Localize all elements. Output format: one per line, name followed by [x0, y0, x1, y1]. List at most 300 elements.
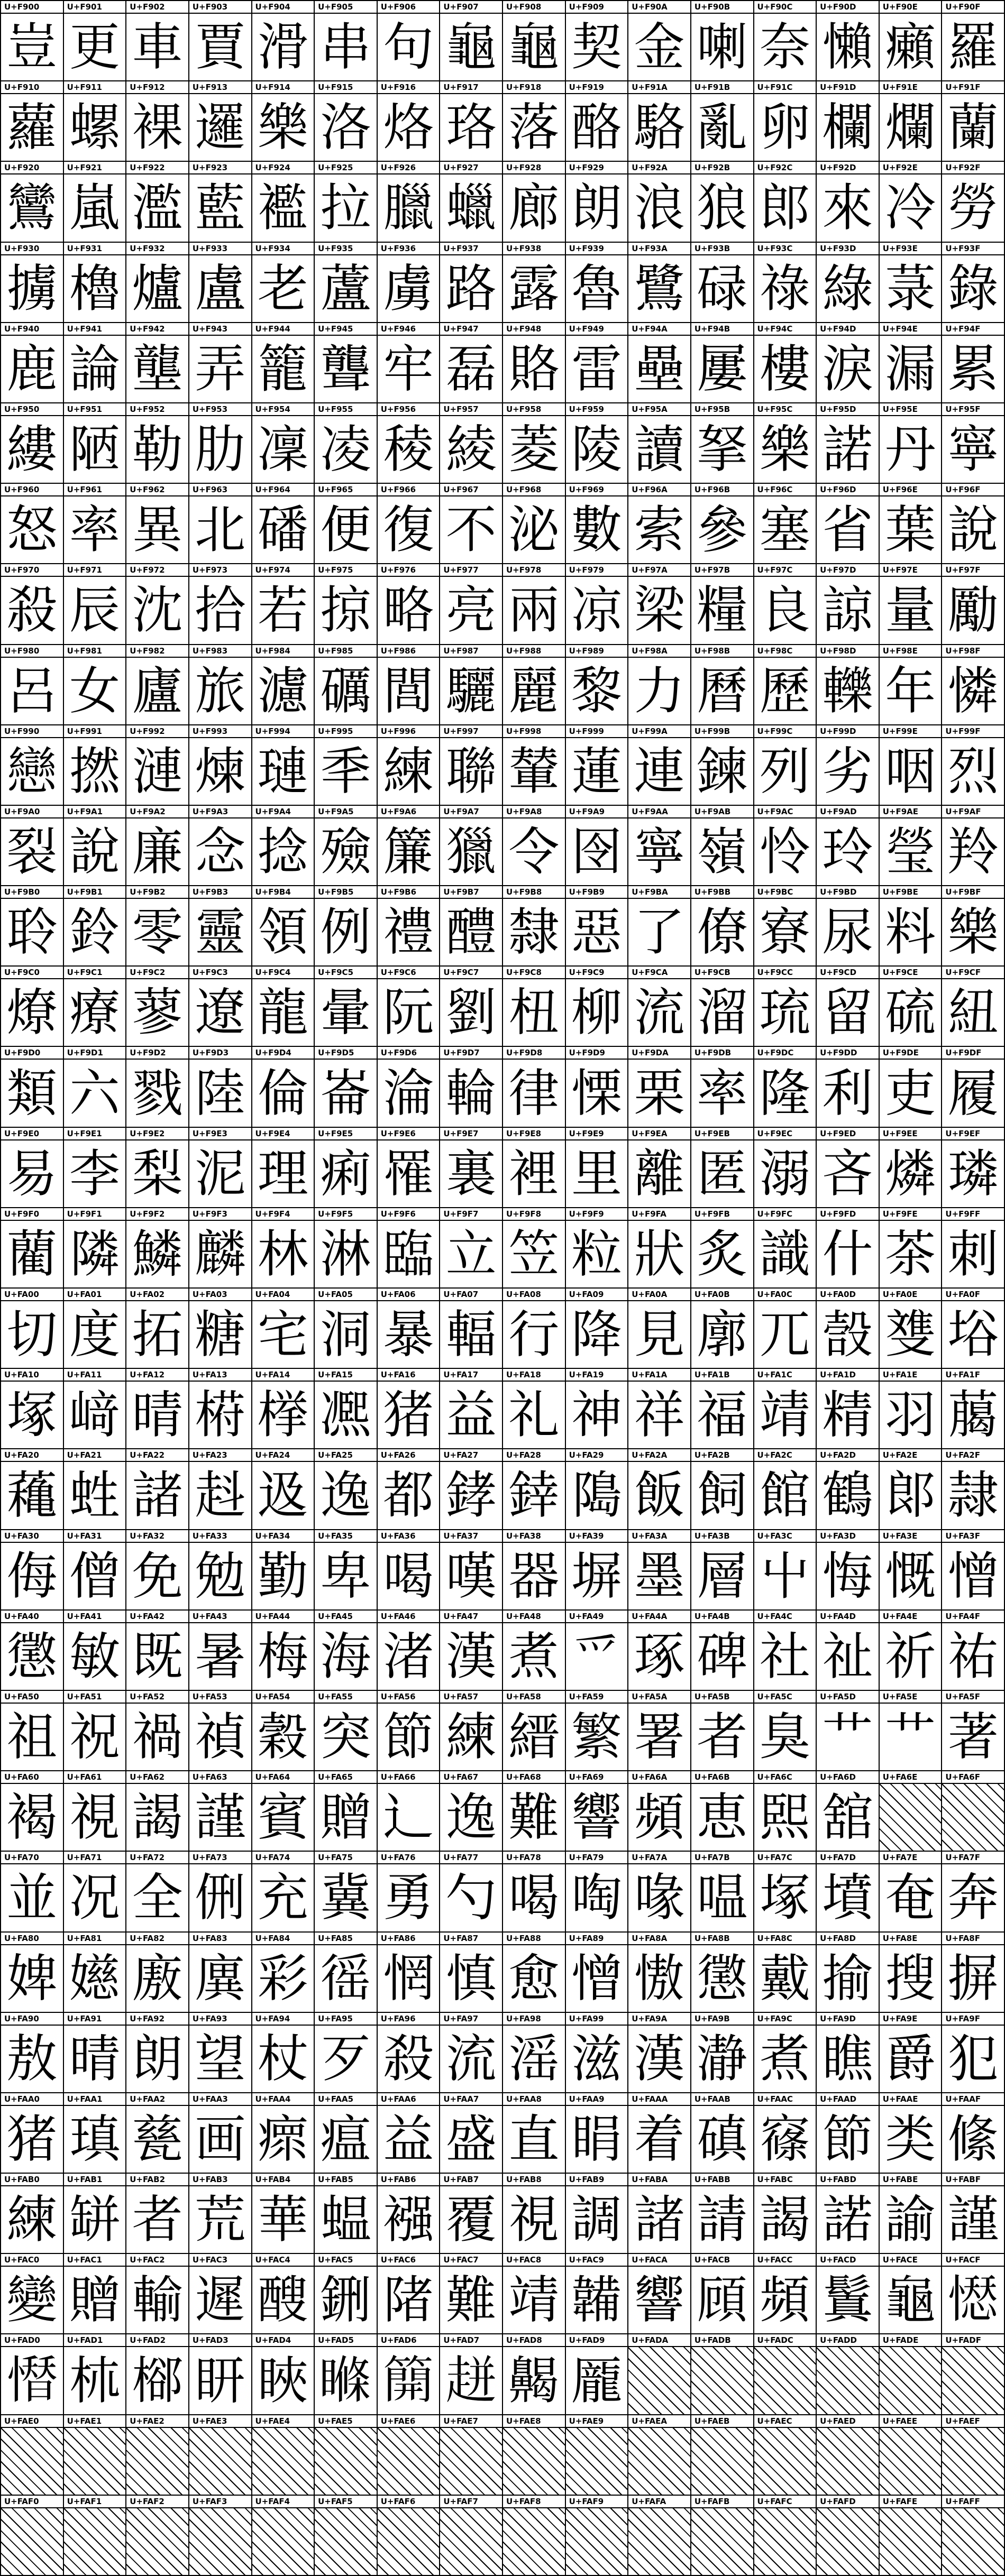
ideograph-glyph: 臭	[759, 1707, 810, 1767]
codepoint-label: U+F97A	[628, 564, 690, 577]
codepoint-label: U+FA54	[252, 1691, 314, 1704]
ideograph-glyph: 勒	[132, 420, 183, 480]
ideograph-glyph: 宅	[257, 1305, 308, 1365]
ideograph-glyph: 朗	[132, 2029, 183, 2089]
codepoint-label: U+F9BB	[691, 886, 753, 899]
codepoint-label: U+F99C	[754, 725, 816, 738]
unassigned-hatch	[880, 2347, 942, 2414]
ideograph-glyph: 滑	[257, 17, 308, 77]
code-cell	[252, 1047, 315, 1127]
code-cell	[64, 645, 127, 725]
code-cell	[691, 1530, 754, 1611]
code-cell	[942, 1852, 1005, 1932]
code-cell	[754, 2013, 817, 2093]
codepoint-label: U+F9FF	[942, 1208, 1004, 1221]
code-cell	[315, 564, 378, 645]
unassigned-hatch	[628, 2347, 690, 2414]
code-cell	[64, 2254, 127, 2334]
ideograph-glyph: 練	[445, 1707, 497, 1767]
code-cell	[64, 725, 127, 806]
code-cell	[754, 243, 817, 323]
code-cell	[126, 484, 189, 564]
ideograph-glyph: 玲	[822, 822, 873, 881]
code-cell	[880, 725, 943, 806]
codepoint-label: U+FAA1	[64, 2093, 126, 2106]
codepoint-label: U+FA51	[64, 1691, 126, 1704]
ideograph-glyph: 諸	[634, 2190, 685, 2250]
unassigned-hatch	[315, 2428, 377, 2495]
codepoint-label: U+F99D	[817, 725, 879, 738]
codepoint-label: U+F9CC	[754, 967, 816, 979]
codepoint-label: U+FAF0	[1, 2496, 63, 2508]
codepoint-label: U+FAD2	[126, 2334, 188, 2347]
codepoint-label: U+F9DA	[628, 1047, 690, 1060]
ideograph-glyph: 喇	[697, 17, 748, 77]
ideograph-glyph: 簾	[383, 822, 434, 881]
codepoint-label: U+FA5D	[817, 1691, 879, 1704]
code-cell	[252, 1369, 315, 1449]
codepoint-label: U+F98A	[628, 645, 690, 658]
codepoint-label: U+F9EB	[691, 1128, 753, 1140]
code-cell	[880, 1611, 943, 1691]
ideograph-glyph: 什	[822, 1224, 873, 1284]
codepoint-label: U+F919	[566, 81, 628, 94]
ideograph-glyph: 兩	[508, 581, 560, 640]
code-cell	[378, 1691, 441, 1771]
code-cell	[880, 1933, 943, 2013]
code-cell	[817, 1, 880, 81]
codepoint-label: U+F984	[252, 645, 314, 658]
codepoint-label: U+FA29	[566, 1449, 628, 1462]
codepoint-label: U+F9D6	[378, 1047, 440, 1060]
codepoint-label: U+FA59	[566, 1691, 628, 1704]
codepoint-label: U+FA16	[378, 1369, 440, 1382]
ideograph-glyph: 洞	[320, 1305, 371, 1365]
ideograph-glyph: 醙	[257, 2270, 308, 2330]
code-cell	[189, 645, 252, 725]
ideograph-glyph: 飯	[634, 1466, 685, 1525]
code-cell	[628, 243, 691, 323]
unassigned-hatch	[1, 2428, 63, 2495]
code-cell	[440, 1611, 503, 1691]
ideograph-glyph: 廊	[508, 178, 560, 238]
ideograph-glyph: 㮝	[132, 2351, 183, 2411]
codepoint-label: U+F923	[189, 162, 251, 174]
codepoint-label: U+F930	[1, 243, 63, 255]
code-cell	[1, 886, 64, 967]
ideograph-glyph: 尿	[822, 903, 873, 962]
ideograph-glyph: 褐	[6, 1788, 58, 1847]
ideograph-glyph: 鹿	[6, 339, 58, 399]
codepoint-label: U+FA8C	[754, 1933, 816, 1945]
unassigned-hatch	[64, 2508, 126, 2575]
ideograph-glyph: 蓮	[571, 741, 622, 801]
codepoint-label: U+F95B	[691, 403, 753, 416]
ideograph-glyph: 見	[634, 1305, 685, 1365]
code-cell	[628, 564, 691, 645]
code-cell	[64, 2013, 127, 2093]
ideograph-glyph: 暴	[383, 1305, 434, 1365]
codepoint-label: U+FA90	[1, 2013, 63, 2026]
ideograph-glyph: 理	[257, 1144, 308, 1203]
codepoint-label: U+FA4E	[880, 1611, 942, 1623]
code-cell	[189, 2334, 252, 2415]
code-cell	[754, 1611, 817, 1691]
codepoint-label: U+F9EE	[880, 1128, 942, 1140]
code-cell	[189, 243, 252, 323]
ideograph-glyph: 凉	[571, 581, 622, 640]
code-cell	[566, 806, 629, 886]
ideograph-glyph: 頻	[634, 1788, 685, 1847]
codepoint-label: U+FADC	[754, 2334, 816, 2347]
unassigned-cell	[566, 2496, 629, 2576]
codepoint-label: U+F9CE	[880, 967, 942, 979]
codepoint-label: U+FAA6	[378, 2093, 440, 2106]
codepoint-label: U+F9E0	[1, 1128, 63, 1140]
code-cell	[1, 1, 64, 81]
codepoint-label: U+FACF	[942, 2254, 1004, 2267]
code-cell	[252, 1530, 315, 1611]
code-cell	[126, 1611, 189, 1691]
code-cell	[942, 806, 1005, 886]
ideograph-glyph: 喝	[383, 1546, 434, 1606]
code-cell	[126, 2093, 189, 2174]
code-cell	[378, 725, 441, 806]
unassigned-hatch	[817, 2428, 879, 2495]
code-cell	[440, 1, 503, 81]
codepoint-label: U+F99B	[691, 725, 753, 738]
ideograph-glyph: 卑	[320, 1546, 371, 1606]
ideograph-glyph: 塚	[6, 1385, 58, 1445]
codepoint-label: U+F9FD	[817, 1208, 879, 1221]
ideograph-glyph: 望	[195, 2029, 246, 2089]
code-cell	[942, 2254, 1005, 2334]
ideograph-glyph: 器	[508, 1546, 560, 1606]
codepoint-label: U+FA19	[566, 1369, 628, 1382]
ideograph-glyph: 裸	[132, 98, 183, 158]
code-cell	[440, 243, 503, 323]
code-cell	[252, 2093, 315, 2174]
code-cell	[817, 2174, 880, 2254]
code-cell	[628, 1208, 691, 1289]
codepoint-label: U+FA0C	[754, 1289, 816, 1301]
codepoint-label: U+F9AA	[628, 806, 690, 818]
unassigned-cell	[628, 2496, 691, 2576]
ideograph-glyph: 海	[320, 1626, 371, 1686]
codepoint-label: U+F966	[378, 484, 440, 496]
codepoint-label: U+FAEB	[691, 2415, 753, 2428]
code-cell	[566, 2013, 629, 2093]
codepoint-label: U+FA5E	[880, 1691, 942, 1704]
ideograph-glyph: 遲	[195, 2270, 246, 2330]
codepoint-label: U+F986	[378, 645, 440, 658]
codepoint-label: U+FAB6	[378, 2174, 440, 2186]
ideograph-glyph: 謁	[132, 1788, 183, 1847]
ideograph-glyph: 鸞	[6, 178, 58, 238]
codepoint-label: U+F9C3	[189, 967, 251, 979]
ideograph-glyph: 念	[195, 822, 246, 881]
ideograph-glyph: 囹	[571, 822, 622, 881]
codepoint-label: U+FADD	[817, 2334, 879, 2347]
code-cell	[942, 1208, 1005, 1289]
ideograph-glyph: 窱	[759, 2109, 810, 2169]
ideograph-glyph: 揄	[822, 1948, 873, 2008]
code-cell	[64, 806, 127, 886]
code-cell	[628, 1771, 691, 1852]
codepoint-label: U+F9EA	[628, 1128, 690, 1140]
ideograph-glyph: 卵	[759, 98, 810, 158]
unassigned-hatch	[189, 2428, 251, 2495]
code-cell	[315, 2254, 378, 2334]
code-cell	[503, 1771, 566, 1852]
codepoint-label: U+F929	[566, 162, 628, 174]
code-cell	[252, 1449, 315, 1530]
codepoint-label: U+F97E	[880, 564, 942, 577]
ideograph-glyph: 例	[320, 903, 371, 962]
code-cell	[440, 1933, 503, 2013]
code-cell	[566, 645, 629, 725]
codepoint-label: U+F9F2	[126, 1208, 188, 1221]
code-cell	[691, 806, 754, 886]
ideograph-glyph: 弄	[195, 339, 246, 399]
code-cell	[64, 2334, 127, 2415]
unassigned-cell	[1, 2415, 64, 2496]
ideograph-glyph: 煮	[508, 1626, 560, 1686]
ideograph-glyph: 敖	[6, 2029, 58, 2089]
code-cell	[942, 1933, 1005, 2013]
code-cell	[252, 323, 315, 403]
codepoint-label: U+F9ED	[817, 1128, 879, 1140]
code-cell	[566, 1691, 629, 1771]
ideograph-glyph: 立	[445, 1224, 497, 1284]
ideograph-glyph: 龜	[885, 2270, 936, 2330]
ideograph-glyph: 樂	[759, 420, 810, 480]
code-cell	[252, 1933, 315, 2013]
unassigned-cell	[942, 2415, 1005, 2496]
codepoint-label: U+F977	[440, 564, 502, 577]
code-cell	[628, 2174, 691, 2254]
code-cell	[126, 1691, 189, 1771]
codepoint-label: U+F9C9	[566, 967, 628, 979]
code-cell	[754, 81, 817, 162]
ideograph-glyph: 力	[634, 661, 685, 721]
code-cell	[628, 1611, 691, 1691]
codepoint-label: U+F9E7	[440, 1128, 502, 1140]
ideograph-glyph: 車	[132, 17, 183, 77]
codepoint-label: U+F91C	[754, 81, 816, 94]
ideograph-glyph: 殺	[383, 2029, 434, 2089]
code-cell	[64, 967, 127, 1047]
code-cell	[315, 2174, 378, 2254]
codepoint-label: U+FA47	[440, 1611, 502, 1623]
ideograph-glyph: 壘	[634, 339, 685, 399]
ideograph-glyph: 塚	[759, 1868, 810, 1928]
code-cell	[754, 886, 817, 967]
codepoint-label: U+FA45	[315, 1611, 377, 1623]
ideograph-glyph: 層	[697, 1546, 748, 1606]
codepoint-label: U+F95A	[628, 403, 690, 416]
codepoint-label: U+F9F9	[566, 1208, 628, 1221]
code-cell	[440, 1771, 503, 1852]
ideograph-glyph: 祈	[885, 1626, 936, 1686]
code-cell	[628, 403, 691, 484]
ideograph-glyph: 画	[195, 2109, 246, 2169]
unassigned-hatch	[691, 2347, 753, 2414]
code-cell	[315, 806, 378, 886]
code-cell	[503, 2334, 566, 2415]
code-cell	[880, 1691, 943, 1771]
ideograph-glyph: 黎	[571, 661, 622, 721]
code-cell	[817, 1530, 880, 1611]
ideograph-glyph: 福	[697, 1385, 748, 1445]
ideograph-glyph: 襁	[383, 2190, 434, 2250]
ideograph-glyph: 益	[445, 1385, 497, 1445]
ideograph-glyph: 館	[759, 1466, 810, 1525]
ideograph-glyph: 崙	[320, 1063, 371, 1123]
code-cell	[126, 2254, 189, 2334]
codepoint-label: U+F9C0	[1, 967, 63, 979]
ideograph-glyph: 鈴	[69, 903, 120, 962]
ideograph-glyph: 寧	[634, 822, 685, 881]
codepoint-label: U+F9BC	[754, 886, 816, 899]
code-cell	[1, 1611, 64, 1691]
ideograph-glyph: 屮	[759, 1546, 810, 1606]
codepoint-label: U+FAD8	[503, 2334, 565, 2347]
ideograph-glyph: 駱	[634, 98, 685, 158]
codepoint-label: U+FA73	[189, 1852, 251, 1864]
code-cell	[252, 725, 315, 806]
code-cell	[691, 1208, 754, 1289]
ideograph-glyph: 奄	[885, 1868, 936, 1928]
codepoint-label: U+F953	[189, 403, 251, 416]
codepoint-label: U+FA1F	[942, 1369, 1004, 1382]
ideograph-glyph: 泥	[195, 1144, 246, 1203]
codepoint-label: U+FAD3	[189, 2334, 251, 2347]
codepoint-label: U+FA2A	[628, 1449, 690, 1462]
codepoint-label: U+FA65	[315, 1771, 377, 1784]
code-cell	[817, 81, 880, 162]
code-cell	[378, 1, 441, 81]
ideograph-glyph: 謹	[947, 2190, 999, 2250]
codepoint-label: U+FA97	[440, 2013, 502, 2026]
ideograph-glyph: 酪	[571, 98, 622, 158]
ideograph-glyph: 琉	[759, 983, 810, 1043]
code-cell	[503, 2013, 566, 2093]
codepoint-label: U+FA1E	[880, 1369, 942, 1382]
ideograph-glyph: 省	[822, 500, 873, 560]
codepoint-label: U+FA57	[440, 1691, 502, 1704]
code-cell	[880, 162, 943, 242]
codepoint-label: U+F9A5	[315, 806, 377, 818]
ideograph-glyph: 穀	[257, 1707, 308, 1767]
ideograph-glyph: 魯	[571, 259, 622, 318]
ideograph-glyph: 歹	[320, 2029, 371, 2089]
code-cell	[880, 1289, 943, 1369]
codepoint-label: U+FAC0	[1, 2254, 63, 2267]
ideograph-glyph: 瑱	[69, 2109, 120, 2169]
ideograph-glyph: 爛	[885, 98, 936, 158]
code-cell	[440, 564, 503, 645]
codepoint-label: U+F989	[566, 645, 628, 658]
code-cell	[252, 1691, 315, 1771]
codepoint-label: U+F9DC	[754, 1047, 816, 1060]
codepoint-label: U+F902	[126, 1, 188, 14]
codepoint-label: U+F908	[503, 1, 565, 14]
codepoint-label: U+FA68	[503, 1771, 565, 1784]
ideograph-glyph: 僚	[697, 903, 748, 962]
code-cell	[315, 2334, 378, 2415]
codepoint-label: U+FAE4	[252, 2415, 314, 2428]
codepoint-label: U+F976	[378, 564, 440, 577]
ideograph-glyph: 突	[320, 1707, 371, 1767]
code-cell	[252, 2174, 315, 2254]
ideograph-glyph: 頻	[759, 2270, 810, 2330]
ideograph-glyph: 漏	[885, 339, 936, 399]
code-cell	[566, 403, 629, 484]
codepoint-label: U+FA06	[378, 1289, 440, 1301]
ideograph-glyph: 稜	[383, 420, 434, 480]
code-cell	[754, 484, 817, 564]
codepoint-label: U+F9A7	[440, 806, 502, 818]
ideograph-glyph: 瘝	[257, 2109, 308, 2169]
codepoint-label: U+FA21	[64, 1449, 126, 1462]
code-cell	[189, 1852, 252, 1932]
ideograph-glyph: 懲	[697, 1948, 748, 2008]
unassigned-hatch	[880, 2508, 942, 2575]
codepoint-label: U+F997	[440, 725, 502, 738]
codepoint-label: U+F9DD	[817, 1047, 879, 1060]
ideograph-glyph: 﨤	[257, 1466, 308, 1525]
ideograph-glyph: 輻	[445, 1305, 497, 1365]
ideograph-glyph: 路	[445, 259, 497, 318]
code-cell	[942, 1369, 1005, 1449]
ideograph-glyph: 懲	[6, 1626, 58, 1686]
ideograph-glyph: 隣	[69, 1224, 120, 1284]
codepoint-label: U+FA4D	[817, 1611, 879, 1623]
ideograph-glyph: 臨	[383, 1224, 434, 1284]
code-cell	[817, 564, 880, 645]
ideograph-glyph: 礼	[508, 1385, 560, 1445]
unassigned-cell	[880, 1771, 943, 1852]
code-cell	[691, 243, 754, 323]
codepoint-label: U+F979	[566, 564, 628, 577]
codepoint-label: U+F955	[315, 403, 377, 416]
ideograph-glyph: 烙	[383, 98, 434, 158]
code-cell	[754, 1128, 817, 1208]
code-cell	[1, 1449, 64, 1530]
codepoint-label: U+FAB0	[1, 2174, 63, 2186]
ideograph-glyph: 數	[571, 500, 622, 560]
ideograph-glyph: 年	[885, 661, 936, 721]
code-cell	[503, 81, 566, 162]
codepoint-label: U+FA0F	[942, 1289, 1004, 1301]
unassigned-cell	[817, 2415, 880, 2496]
codepoint-label: U+F949	[566, 323, 628, 336]
ideograph-glyph: 磌	[697, 2109, 748, 2169]
ideograph-glyph: 北	[195, 500, 246, 560]
ideograph-glyph: 贈	[69, 2270, 120, 2330]
code-cell	[942, 1128, 1005, 1208]
code-cell	[817, 323, 880, 403]
ideograph-glyph: 率	[69, 500, 120, 560]
code-cell	[754, 403, 817, 484]
codepoint-label: U+F909	[566, 1, 628, 14]
code-cell	[754, 2174, 817, 2254]
codepoint-label: U+FA13	[189, 1369, 251, 1382]
codepoint-label: U+FA01	[64, 1289, 126, 1301]
code-cell	[189, 1933, 252, 2013]
code-cell	[880, 1852, 943, 1932]
